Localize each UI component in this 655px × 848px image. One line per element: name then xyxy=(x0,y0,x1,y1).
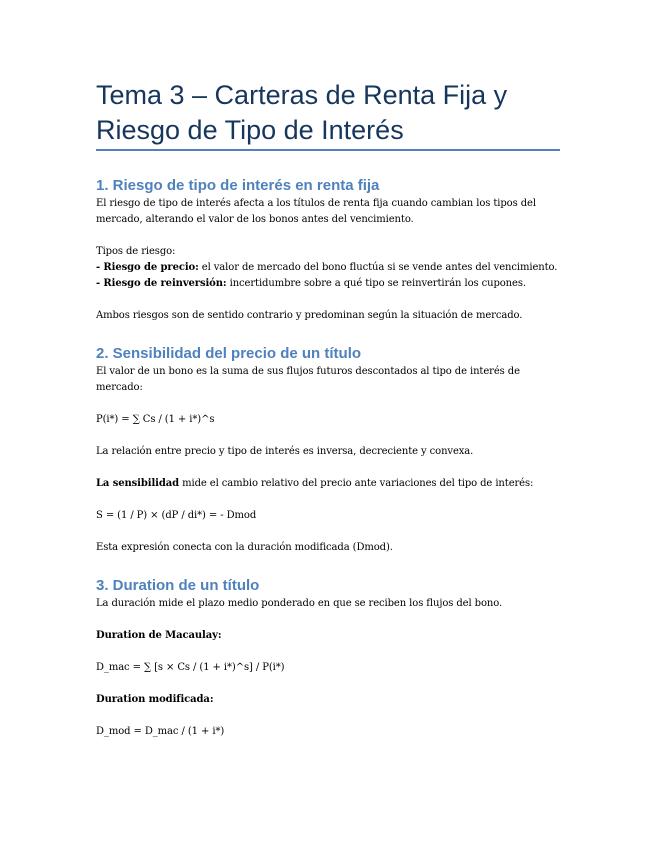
section-1-intro xyxy=(96,196,566,228)
section-2-heading: 2. Sensibilidad del precio de un título xyxy=(96,345,362,362)
risk-item-price xyxy=(96,260,566,276)
price-formula: P(i*) = ∑ Cs / (1 + i*)^s xyxy=(96,414,215,425)
title-line-2: Riesgo de Tipo de Interés xyxy=(96,115,404,145)
macaulay-formula: D_mac = ∑ [s × Cs / (1 + i*)^s] / P(i*) xyxy=(96,662,285,673)
section-1-heading: 1. Riesgo de tipo de interés en renta fija xyxy=(96,177,380,194)
document-title xyxy=(96,78,566,148)
sensitivity-text: mide el cambio relativo del precio ante variaciones del tipo de interés: xyxy=(179,478,534,489)
section-2-intro-line-1: El valor de un bono es la suma de sus flujos futuros descontados al tipo de interés de xyxy=(96,366,520,377)
title-divider xyxy=(96,149,560,151)
section-1-intro-line-1: El riesgo de tipo de interés afecta a los títulos de renta fija cuando cambian los tipos del xyxy=(96,198,536,209)
section-1-intro-line-2: mercado, alterando el valor de los bonos antes del vencimiento. xyxy=(96,214,414,225)
section-3-intro: La duración mide el plazo medio ponderado en que se reciben los flujos del bono. xyxy=(96,598,503,609)
section-2-closing: Esta expresión conecta con la duración modificada (Dmod). xyxy=(96,542,393,553)
risk-price-text: el valor de mercado del bono fluctúa si se vende antes del vencimiento. xyxy=(198,262,558,273)
sensitivity-formula: S = (1 / P) × (dP / di*) = - Dmod xyxy=(96,510,257,521)
risk-reinvestment-label: - Riesgo de reinversión: xyxy=(96,278,227,289)
risk-reinvestment-text: incertidumbre sobre a qué tipo se reinvertirán los cupones. xyxy=(226,278,526,289)
macaulay-label: Duration de Macaulay: xyxy=(96,630,222,641)
title-line-1: Tema 3 – Carteras de Renta Fija y xyxy=(96,80,508,110)
modified-duration-label: Duration modificada: xyxy=(96,694,214,705)
document-body xyxy=(96,176,566,740)
section-2-intro-line-2: mercado: xyxy=(96,382,143,393)
risk-price-label: - Riesgo de precio: xyxy=(96,262,199,273)
section-2-intro xyxy=(96,364,566,396)
risk-types-label: Tipos de riesgo: xyxy=(96,246,176,257)
risk-item-reinvestment xyxy=(96,276,566,292)
section-3-heading: 3. Duration de un título xyxy=(96,577,260,594)
sensitivity-label: La sensibilidad xyxy=(96,478,180,489)
modified-duration-formula: D_mod = D_mac / (1 + i*) xyxy=(96,726,225,737)
price-relation-text: La relación entre precio y tipo de interés es inversa, decreciente y convexa. xyxy=(96,446,474,457)
sensitivity-definition xyxy=(96,476,566,492)
section-1-closing: Ambos riesgos son de sentido contrario y predominan según la situación de mercado. xyxy=(96,310,523,321)
